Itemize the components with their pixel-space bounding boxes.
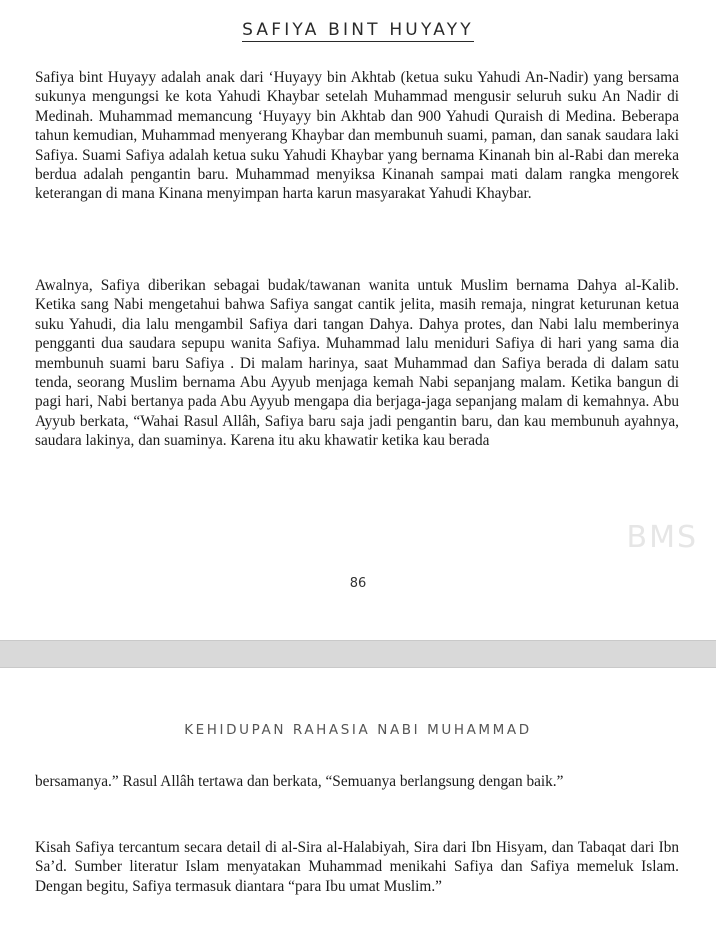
chapter-title: [0, 20, 716, 40]
paragraph-4: Kisah Safiya tercantum secara detail di al-Sira al-Halabiyah, Sira dari Ibn Hisyam, dan Tabaqat dari Ibn Sa’d. Sumber literatur Islam menyatakan Muhammad menikahi Safiya dan Safiya memeluk Islam. Dengan begitu, Safiya termasuk diantara “para Ibu umat Muslim.”: [35, 839, 679, 895]
page-number: 86: [349, 576, 367, 591]
chapter-title-text: SAFIYA BINT HUYAYY: [242, 20, 474, 40]
running-header: KEHIDUPAN RAHASIA NABI MUHAMMAD: [184, 722, 532, 738]
paragraph-1: Safiya bint Huyayy adalah anak dari ‘Huyayy bin Akhtab (ketua suku Yahudi An-Nadir) yang bersama sukunya mengungsi ke kota Yahudi Khaybar setelah Muhammad mengusir seluruh suku An Nadir di Medinah. Muhammad memancung ‘Huyayy bin Akhtab dan 900 Yahudi Quraish di Medina. Beberapa tahun kemudian, Muhammad menyerang Khaybar dan membunuh suami, paman, dan sanak saudara laki Safiya. Suami Safiya adalah ketua suku Yahudi Khaybar yang bernama Kinanah bin al-Rabi dan mereka berdua adalah pengantin baru. Muhammad menyiksa Kinanah sampai mati dalam rangka mengorek keterangan di mana Kinana menyimpan harta karun masyarakat Yahudi Khaybar.: [35, 69, 679, 203]
paragraph-3: bersamanya.” Rasul Allâh tertawa dan berkata, “Semuanya berlangsung dengan baik.”: [35, 773, 564, 790]
page-separator: [0, 640, 716, 668]
watermark-logo: BMS: [626, 520, 698, 555]
paragraph-2: Awalnya, Safiya diberikan sebagai budak/tawanan wanita untuk Muslim bernama Dahya al-Kalib. Ketika sang Nabi mengetahui bahwa Safiya sangat cantik jelita, masih remaja, ningrat keturunan ketua suku Yahudi, dia lalu mengambil Safiya dari tangan Dahya. Dahya protes, dan Nabi lalu memberinya pengganti dua saudara sepupu wanita Safiya. Muhammad lalu meniduri Safiya di hari yang sama dia membunuh suami baru Safiya . Di malam harinya, saat Muhammad dan Safiya berada di dalam satu tenda, seorang Muslim bernama Abu Ayyub menjaga kemah Nabi sepanjang malam. Ketika bangun di pagi hari, Nabi bertanya pada Abu Ayyub mengapa dia berjaga-jaga sepanjang malam di kemahnya. Abu Ayyub berkata, “Wahai Rasul Allâh, Safiya baru saja jadi pengantin baru, dan kau membunuh ayahnya, saudara lakinya, dan suaminya. Karena itu aku khawatir ketika kau berada: [35, 277, 679, 450]
page-87: [0, 668, 716, 952]
